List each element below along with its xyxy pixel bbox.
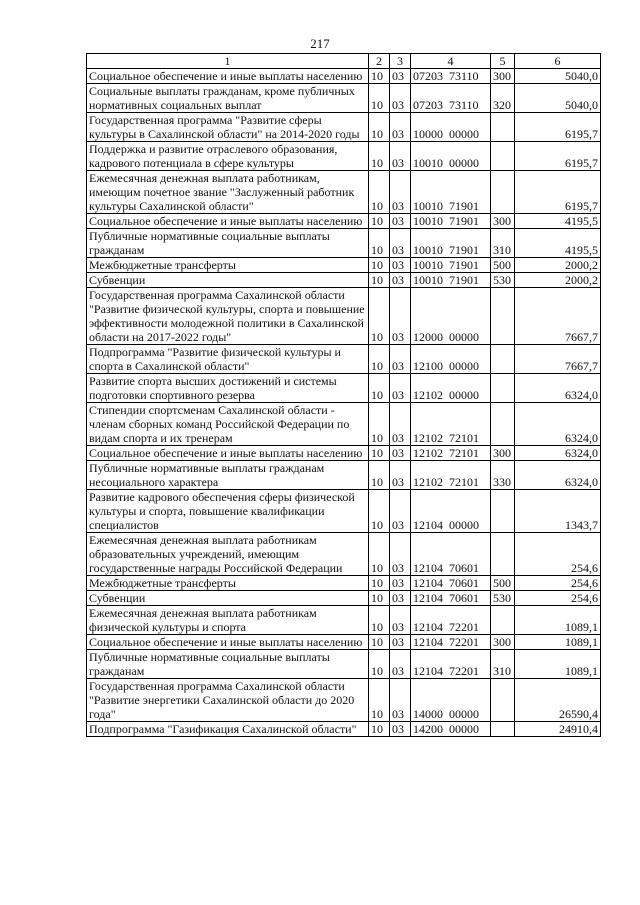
amount: 26590,4 xyxy=(515,679,601,722)
subsection-code: 03 xyxy=(390,446,411,461)
amount: 254,6 xyxy=(515,576,601,591)
subsection-code: 03 xyxy=(390,345,411,374)
item-name: Ежемесячная денежная выплата работникам образовательных учреждений, имеющим государственные награды Российской Федерации xyxy=(87,533,369,576)
subsection-code: 03 xyxy=(390,214,411,229)
item-name: Социальные выплаты гражданам, кроме публичных нормативных социальных выплат xyxy=(87,84,369,113)
subsection-code: 03 xyxy=(390,229,411,258)
item-name: Государственная программа Сахалинской области "Развитие энергетики Сахалинской области до 2020 года" xyxy=(87,679,369,722)
section-code: 10 xyxy=(369,214,390,229)
amount: 6324,0 xyxy=(515,374,601,403)
item-name: Ежемесячная денежная выплата работникам физической культуры и спорта xyxy=(87,606,369,635)
subsection-code: 03 xyxy=(390,490,411,533)
table-row xyxy=(87,142,601,171)
item-name: Публичные нормативные социальные выплаты гражданам xyxy=(87,650,369,679)
table-row xyxy=(87,288,601,345)
subsection-code: 03 xyxy=(390,533,411,576)
expense-type-code: 530 xyxy=(491,591,515,606)
subsection-code: 03 xyxy=(390,113,411,142)
table-row xyxy=(87,69,601,84)
amount: 1343,7 xyxy=(515,490,601,533)
amount: 6195,7 xyxy=(515,142,601,171)
section-code: 10 xyxy=(369,288,390,345)
amount: 7667,7 xyxy=(515,288,601,345)
amount: 24910,4 xyxy=(515,722,601,737)
expense-type-code xyxy=(491,606,515,635)
expense-type-code xyxy=(491,403,515,446)
expense-type-code: 500 xyxy=(491,258,515,273)
amount: 2000,2 xyxy=(515,258,601,273)
amount: 7667,7 xyxy=(515,345,601,374)
target-article-code: 10010 00000 xyxy=(411,142,491,171)
expense-type-code: 330 xyxy=(491,461,515,490)
target-article-code: 12104 70601 xyxy=(411,533,491,576)
amount: 4195,5 xyxy=(515,229,601,258)
header-col-2: 2 xyxy=(369,54,390,69)
expense-type-code xyxy=(491,142,515,171)
table-row xyxy=(87,374,601,403)
section-code: 10 xyxy=(369,650,390,679)
target-article-code: 14000 00000 xyxy=(411,679,491,722)
expense-type-code: 310 xyxy=(491,229,515,258)
table-row xyxy=(87,345,601,374)
subsection-code: 03 xyxy=(390,679,411,722)
target-article-code: 12104 72201 xyxy=(411,606,491,635)
table-row xyxy=(87,84,601,113)
target-article-code: 12100 00000 xyxy=(411,345,491,374)
item-name: Социальное обеспечение и иные выплаты населению xyxy=(87,635,369,650)
subsection-code: 03 xyxy=(390,171,411,214)
amount: 4195,5 xyxy=(515,214,601,229)
expense-type-code xyxy=(491,490,515,533)
expense-type-code xyxy=(491,679,515,722)
target-article-code: 14200 00000 xyxy=(411,722,491,737)
header-row xyxy=(87,54,601,69)
amount: 6324,0 xyxy=(515,403,601,446)
target-article-code: 10010 71901 xyxy=(411,258,491,273)
section-code: 10 xyxy=(369,374,390,403)
item-name: Развитие кадрового обеспечения сферы физической культуры и спорта, повышение квалификации специалистов xyxy=(87,490,369,533)
table-row xyxy=(87,229,601,258)
expense-type-code: 300 xyxy=(491,635,515,650)
table-row xyxy=(87,461,601,490)
table-row xyxy=(87,171,601,214)
amount: 6324,0 xyxy=(515,461,601,490)
target-article-code: 12000 00000 xyxy=(411,288,491,345)
amount: 5040,0 xyxy=(515,69,601,84)
section-code: 10 xyxy=(369,576,390,591)
section-code: 10 xyxy=(369,84,390,113)
target-article-code: 12104 70601 xyxy=(411,576,491,591)
subsection-code: 03 xyxy=(390,374,411,403)
subsection-code: 03 xyxy=(390,258,411,273)
item-name: Публичные нормативные выплаты гражданам несоциального характера xyxy=(87,461,369,490)
amount: 1089,1 xyxy=(515,606,601,635)
section-code: 10 xyxy=(369,258,390,273)
expense-type-code: 300 xyxy=(491,214,515,229)
expense-type-code xyxy=(491,171,515,214)
item-name: Ежемесячная денежная выплата работникам, имеющим почетное звание "Заслуженный работник культуры Сахалинской области" xyxy=(87,171,369,214)
section-code: 10 xyxy=(369,490,390,533)
expense-type-code: 500 xyxy=(491,576,515,591)
amount: 1089,1 xyxy=(515,650,601,679)
budget-table xyxy=(86,53,601,737)
table-row xyxy=(87,214,601,229)
target-article-code: 12102 72101 xyxy=(411,446,491,461)
table-row xyxy=(87,576,601,591)
subsection-code: 03 xyxy=(390,650,411,679)
item-name: Субвенции xyxy=(87,273,369,288)
expense-type-code xyxy=(491,374,515,403)
subsection-code: 03 xyxy=(390,635,411,650)
amount: 254,6 xyxy=(515,591,601,606)
expense-type-code xyxy=(491,113,515,142)
item-name: Субвенции xyxy=(87,591,369,606)
item-name: Государственная программа "Развитие сферы культуры в Сахалинской области" на 2014-2020 годы xyxy=(87,113,369,142)
section-code: 10 xyxy=(369,273,390,288)
item-name: Межбюджетные трансферты xyxy=(87,258,369,273)
section-code: 10 xyxy=(369,345,390,374)
amount: 2000,2 xyxy=(515,273,601,288)
table-row xyxy=(87,446,601,461)
subsection-code: 03 xyxy=(390,142,411,171)
target-article-code: 12104 70601 xyxy=(411,591,491,606)
header-col-4: 4 xyxy=(411,54,491,69)
table-row xyxy=(87,722,601,737)
item-name: Стипендии спортсменам Сахалинской области - членам сборных команд Российской Федерации по видам спорта и их тренерам xyxy=(87,403,369,446)
table-row xyxy=(87,606,601,635)
section-code: 10 xyxy=(369,403,390,446)
item-name: Развитие спорта высших достижений и системы подготовки спортивного резерва xyxy=(87,374,369,403)
expense-type-code xyxy=(491,722,515,737)
target-article-code: 12102 00000 xyxy=(411,374,491,403)
table-row xyxy=(87,258,601,273)
section-code: 10 xyxy=(369,533,390,576)
target-article-code: 10000 00000 xyxy=(411,113,491,142)
item-name: Публичные нормативные социальные выплаты гражданам xyxy=(87,229,369,258)
section-code: 10 xyxy=(369,606,390,635)
target-article-code: 12102 72101 xyxy=(411,403,491,446)
item-name: Подпрограмма "Газификация Сахалинской области" xyxy=(87,722,369,737)
subsection-code: 03 xyxy=(390,591,411,606)
header-col-6: 6 xyxy=(515,54,601,69)
amount: 6195,7 xyxy=(515,113,601,142)
section-code: 10 xyxy=(369,591,390,606)
section-code: 10 xyxy=(369,461,390,490)
amount: 5040,0 xyxy=(515,84,601,113)
expense-type-code: 310 xyxy=(491,650,515,679)
expense-type-code xyxy=(491,533,515,576)
amount: 1089,1 xyxy=(515,635,601,650)
target-article-code: 10010 71901 xyxy=(411,229,491,258)
target-article-code: 12104 00000 xyxy=(411,490,491,533)
amount: 6195,7 xyxy=(515,171,601,214)
target-article-code: 07203 73110 xyxy=(411,69,491,84)
subsection-code: 03 xyxy=(390,403,411,446)
section-code: 10 xyxy=(369,142,390,171)
page-number: 217 xyxy=(310,36,330,51)
subsection-code: 03 xyxy=(390,288,411,345)
section-code: 10 xyxy=(369,679,390,722)
expense-type-code: 300 xyxy=(491,69,515,84)
header-col-1: 1 xyxy=(87,54,369,69)
expense-type-code: 300 xyxy=(491,446,515,461)
item-name: Социальное обеспечение и иные выплаты населению xyxy=(87,214,369,229)
section-code: 10 xyxy=(369,722,390,737)
expense-type-code xyxy=(491,288,515,345)
table-row xyxy=(87,490,601,533)
item-name: Подпрограмма "Развитие физической культуры и спорта в Сахалинской области" xyxy=(87,345,369,374)
header-col-5: 5 xyxy=(491,54,515,69)
target-article-code: 10010 71901 xyxy=(411,171,491,214)
amount: 254,6 xyxy=(515,533,601,576)
table-row xyxy=(87,679,601,722)
amount: 6324,0 xyxy=(515,446,601,461)
table-row xyxy=(87,403,601,446)
table-row xyxy=(87,591,601,606)
table-row xyxy=(87,273,601,288)
subsection-code: 03 xyxy=(390,69,411,84)
target-article-code: 12104 72201 xyxy=(411,635,491,650)
table-row xyxy=(87,635,601,650)
section-code: 10 xyxy=(369,113,390,142)
table-body xyxy=(87,69,601,737)
item-name: Межбюджетные трансферты xyxy=(87,576,369,591)
subsection-code: 03 xyxy=(390,606,411,635)
target-article-code: 10010 71901 xyxy=(411,214,491,229)
target-article-code: 12102 72101 xyxy=(411,461,491,490)
target-article-code: 12104 72201 xyxy=(411,650,491,679)
item-name: Государственная программа Сахалинской области "Развитие физической культуры, спорта и повышение эффективности молодежной политики в Сахалинской области на 2017-2022 годы" xyxy=(87,288,369,345)
table-row xyxy=(87,113,601,142)
section-code: 10 xyxy=(369,446,390,461)
expense-type-code: 530 xyxy=(491,273,515,288)
subsection-code: 03 xyxy=(390,722,411,737)
subsection-code: 03 xyxy=(390,461,411,490)
section-code: 10 xyxy=(369,171,390,214)
item-name: Социальное обеспечение и иные выплаты населению xyxy=(87,446,369,461)
table-row xyxy=(87,533,601,576)
header-col-3: 3 xyxy=(390,54,411,69)
section-code: 10 xyxy=(369,69,390,84)
item-name: Поддержка и развитие отраслевого образования, кадрового потенциала в сфере культуры xyxy=(87,142,369,171)
item-name: Социальное обеспечение и иные выплаты населению xyxy=(87,69,369,84)
target-article-code: 07203 73110 xyxy=(411,84,491,113)
section-code: 10 xyxy=(369,635,390,650)
subsection-code: 03 xyxy=(390,273,411,288)
subsection-code: 03 xyxy=(390,84,411,113)
expense-type-code: 320 xyxy=(491,84,515,113)
subsection-code: 03 xyxy=(390,576,411,591)
section-code: 10 xyxy=(369,229,390,258)
table-header xyxy=(87,54,601,69)
target-article-code: 10010 71901 xyxy=(411,273,491,288)
expense-type-code xyxy=(491,345,515,374)
table-row xyxy=(87,650,601,679)
